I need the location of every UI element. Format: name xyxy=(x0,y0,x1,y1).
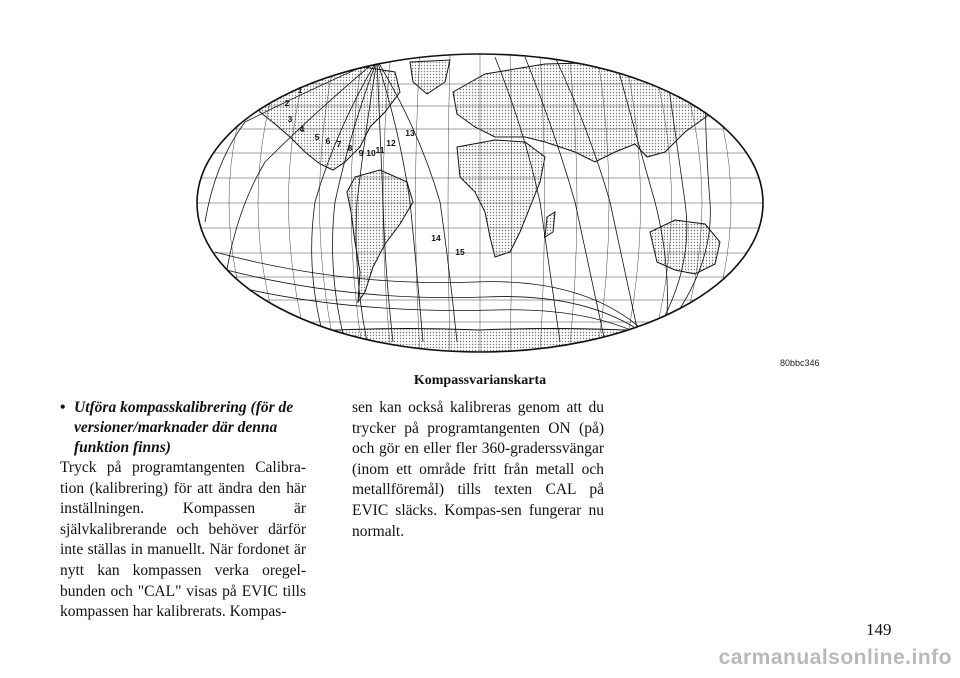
zone-label: 7 xyxy=(336,139,342,149)
watermark: carmanualsonline.info xyxy=(718,646,952,669)
zone-label: 14 xyxy=(431,233,441,243)
bullet-icon: • xyxy=(60,399,66,416)
body-paragraph-right: sen kan också kalibreras genom att du trycker på programtangenten ON (på) och gör en eller fler 360-graderssvängar (inom ett område fritt från metall och metallföremål) tills texten CAL på EVIC släcks. Kompas-sen fungerar nu normalt. xyxy=(352,399,604,540)
section-heading: • Utföra kompasskalibrering (för de versioner/marknader där denna funktion finns) xyxy=(60,399,294,456)
zone-label: 6 xyxy=(325,136,331,146)
text-column-left xyxy=(60,398,306,623)
zone-label: 11 xyxy=(375,145,385,155)
zone-label: 8 xyxy=(347,143,353,153)
zone-label: 9 xyxy=(358,148,364,158)
zone-label: 10 xyxy=(366,148,376,158)
text-column-right xyxy=(352,398,604,542)
zone-label: 12 xyxy=(386,138,396,148)
zone-label: 15 xyxy=(455,247,465,257)
zone-label: 1 xyxy=(297,85,303,95)
map-caption: Kompassvarianskarta xyxy=(413,373,547,388)
zone-label: 4 xyxy=(299,124,305,134)
page-number: 149 xyxy=(866,620,892,639)
zone-label: 2 xyxy=(284,98,290,108)
body-paragraph-left: Tryck på programtangenten Calibra-tion (kalibrering) för att ändra den här inställningen. Kompassen är självkalibrerande och behöver därför inte ställas in manuellt. När fordonet är nytt kan kompassen verka oregel-bunden och "CAL" visas på EVIC tills kompassen har kalibrerats. Kompas- xyxy=(60,459,306,621)
map-code: 80bbc346 xyxy=(780,358,820,368)
compass-variance-map xyxy=(195,52,765,354)
zone-label: 13 xyxy=(405,128,415,138)
zone-label: 3 xyxy=(287,114,293,124)
zone-label: 5 xyxy=(314,132,320,142)
